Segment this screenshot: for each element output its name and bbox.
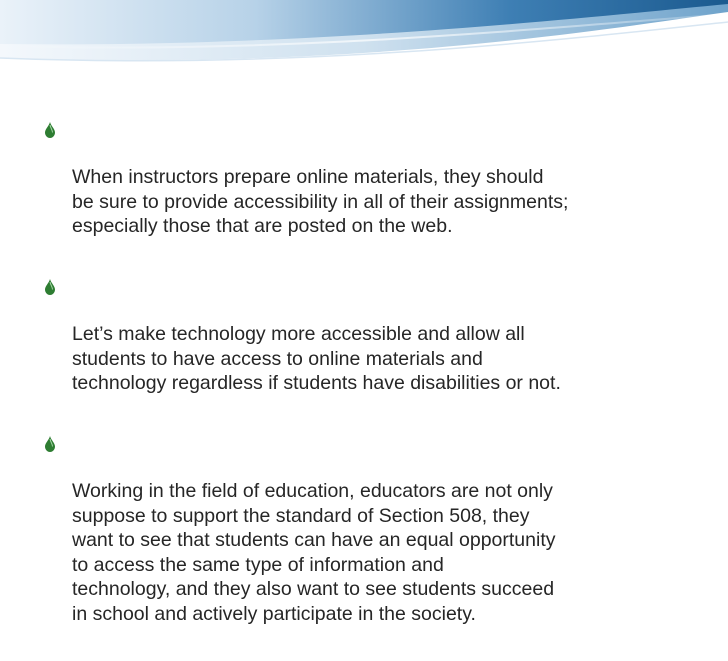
bullet-item bbox=[44, 273, 704, 420]
bullet-text: Let’s make technology more accessible and allow all students to have access to online materials and technology regardless if students have disabilities or not. bbox=[72, 323, 561, 394]
bullet-list bbox=[44, 116, 704, 661]
leaf-drop-icon bbox=[44, 279, 56, 295]
header-swoosh-decoration bbox=[0, 0, 728, 100]
bullet-text: When instructors prepare online materials, they should be sure to provide accessibility in all of their assignments; especially those that are posted on the web. bbox=[72, 166, 569, 237]
leaf-drop-icon bbox=[44, 122, 56, 138]
bullet-item bbox=[44, 430, 704, 651]
leaf-drop-icon bbox=[44, 436, 56, 452]
bullet-text: Working in the field of education, educators are not only suppose to support the standard of Section 508, they want to see that students can have an equal opportunity to access the same type of information and technology, and they also want to see students succeed in school and actively participate in the society. bbox=[72, 480, 556, 625]
bullet-item bbox=[44, 116, 704, 263]
